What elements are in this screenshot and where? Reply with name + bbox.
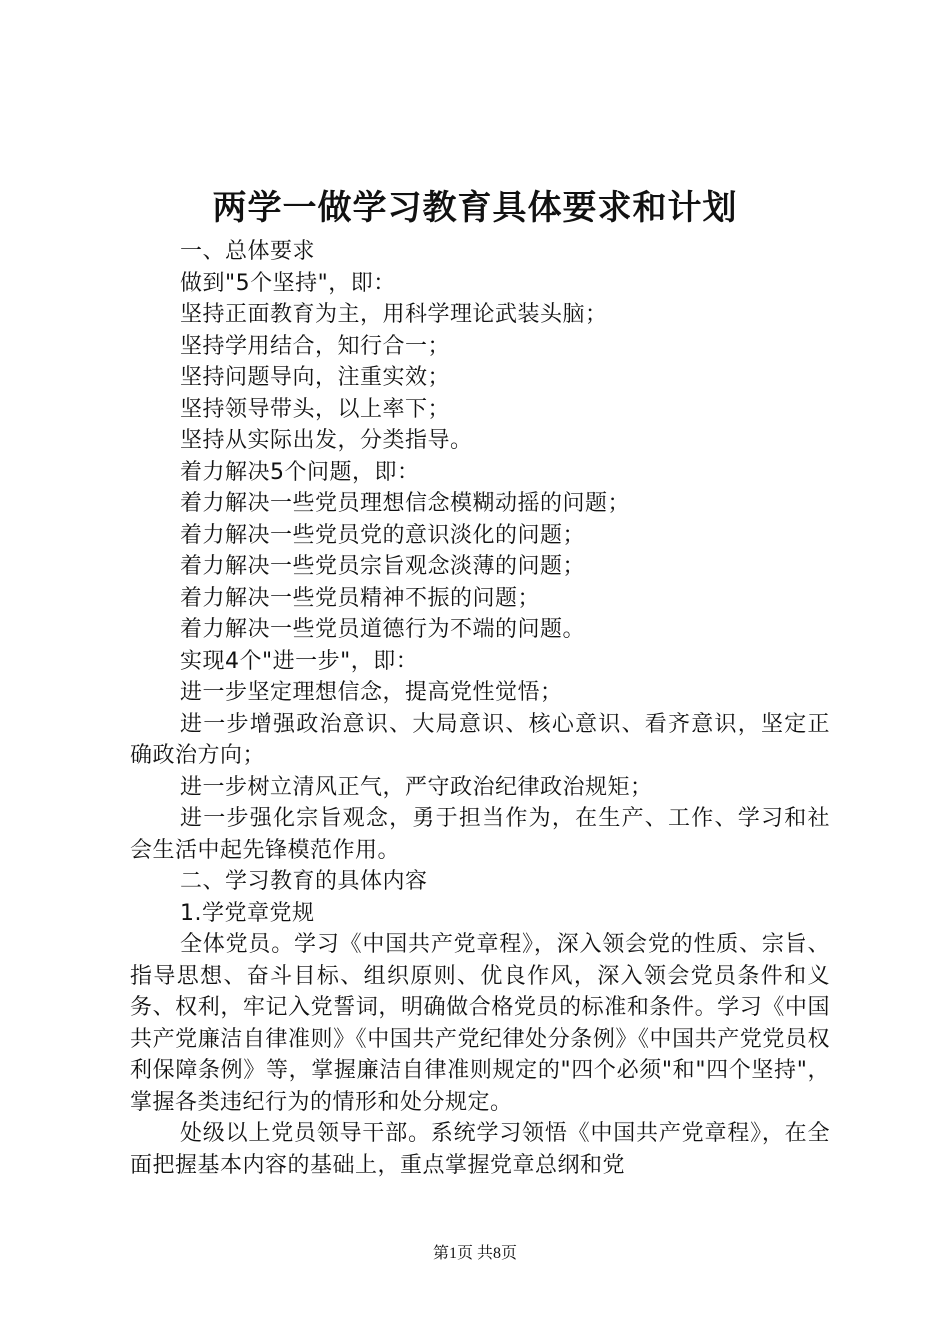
- paragraph: 实现4个"进一步"，即：: [180, 648, 419, 674]
- paragraph: 坚持问题导向，注重实效；: [180, 365, 451, 390]
- section-heading: 二、学习教育的具体内容: [180, 869, 428, 894]
- paragraph: 坚持从实际出发，分类指导。: [180, 428, 473, 453]
- paragraph: 坚持正面教育为主，用科学理论武装头脑；: [180, 302, 608, 327]
- document-title: 两学一做学习教育具体要求和计划: [212, 188, 738, 228]
- document-body: [130, 236, 830, 1181]
- paragraph: 坚持学用结合，知行合一；: [180, 333, 451, 359]
- paragraph: 进一步树立清风正气，严守政治纪律政治规矩；: [180, 774, 653, 800]
- paragraph: 做到"5个坚持"，即：: [180, 270, 396, 296]
- paragraph: 处级以上党员领导干部。系统学习领悟《中国共产党章程》，在全面把握基本内容的基础上，重点掌握党章总纲和党: [130, 1121, 830, 1178]
- paragraph: 着力解决一些党员精神不振的问题；: [180, 585, 541, 611]
- paragraph: 着力解决一些党员党的意识淡化的问题；: [180, 522, 586, 548]
- page-footer: 第1页 共8页: [432, 1245, 517, 1262]
- paragraph: 进一步强化宗旨观念，勇于担当作为，在生产、工作、学习和社会生活中起先锋模范作用。: [130, 806, 830, 863]
- section-heading: 一、总体要求: [180, 239, 316, 264]
- paragraph: 进一步坚定理想信念，提高党性觉悟；: [180, 680, 563, 705]
- paragraph: 着力解决一些党员道德行为不端的问题。: [180, 617, 586, 642]
- paragraph: 进一步增强政治意识、大局意识、核心意识、看齐意识，坚定正确政治方向；: [130, 711, 830, 768]
- paragraph: 着力解决一些党员理想信念模糊动摇的问题；: [180, 491, 631, 516]
- paragraph: 着力解决5个问题，即：: [180, 459, 420, 485]
- paragraph: 坚持领导带头，以上率下；: [180, 396, 451, 422]
- subsection-heading: 1.学党章党规: [180, 900, 315, 926]
- paragraph: 全体党员。学习《中国共产党章程》，深入领会党的性质、宗旨、指导思想、奋斗目标、组织原则、优良作风，深入领会党员条件和义务、权利，牢记入党誓词，明确做合格党员的标准和条件。学习《中国共产党廉洁自律准则》《中国共产党纪律处分条例》《中国共产党党员权利保障条例》等，掌握廉洁自律准则规定的"四个必须"和"四个坚持"，掌握各类违纪行为的情形和处分规定。: [130, 932, 830, 1115]
- paragraph: 着力解决一些党员宗旨观念淡薄的问题；: [180, 554, 586, 579]
